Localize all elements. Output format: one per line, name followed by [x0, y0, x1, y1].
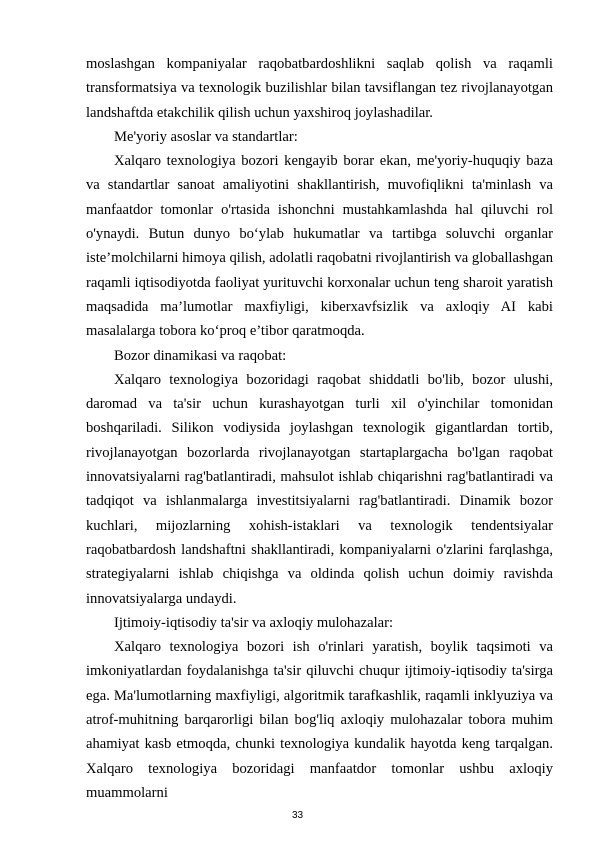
section-heading-market: Bozor dinamikasi va raqobat: [114, 347, 287, 364]
section-heading-regulatory: Me'yoriy asoslar va standartlar: [114, 128, 298, 145]
paragraph-socioeconomic: Xalqaro texnologiya bozori ish o'rinlari yaratish, boylik taqsimoti va imkoniyatlardan foydalanishga ta'sir qiluvchi chuqur ijtimoiy-iqtisodiy ta'sirga ega. Ma'lumotlarning maxfiyligi, algoritmik tarafkashlik, raqamli inklyuziya va atrof-muhitning barqarorligi bilan bog'liq axloqiy mulohazalar tobora muhim ahamiyat kasb etmoqda, chunki texnologiya kundalik hayotda keng tarqalgan. Xalqaro texnologiya bozoridagi manfaatdor tomonlar ushbu axloqiy muammolarni [86, 639, 553, 801]
paragraph-continuation: moslashgan kompaniyalar raqobatbardoshlikni saqlab qolish va raqamli transformatsiya va texnologik buzilishlar bilan tavsiflangan tez rivojlanayotgan landshaftda etakchilik qilish uchun yaxshiroq joylashadilar. [86, 56, 553, 121]
page-number: 33 [291, 810, 304, 821]
paragraph-regulatory: Xalqaro texnologiya bozori kengayib borar ekan, me'yoriy-huquqiy baza va standartlar sanoat amaliyotini shakllantirish, muvofiqlikni ta'minlash va manfaatdor tomonlar o'rtasida ishonchni mustahkamlashda hal qiluvchi rol o'ynaydi. Butun dunyo bo‘ylab hukumatlar va tartibga soluvchi organlar iste’molchilarni himoya qilish, adolatli raqobatni rivojlantirish va globallashgan raqamli iqtisodiyotda faoliyat yurituvchi korxonalar uchun teng sharoit yaratish maqsadida ma’lumotlar maxfiyligi, kiberxavfsizlik va axloqiy AI kabi masalalarga tobora ko‘proq e’tibor qaratmoqda. [86, 153, 553, 340]
paragraph-market: Xalqaro texnologiya bozoridagi raqobat shiddatli bo'lib, bozor ulushi, daromad va ta'sir uchun kurashayotgan turli xil o'yinchilar tomonidan boshqariladi. Silikon vodiysida joylashgan texnologik gigantlardan tortib, rivojlanayotgan bozorlarda rivojlanayotgan startaplargacha bo'lgan raqobat innovatsiyalarni rag'batlantiradi, mahsulot ishlab chiqarishni rag'batlantiradi va tadqiqot va ishlanmalarga investitsiyalarni rag'batlantiradi. Dinamik bozor kuchlari, mijozlarning xohish-istaklari va texnologik tendentsiyalar raqobatbardosh landshaftni shakllantiradi, kompaniyalarni o'zlarini farqlashga, strategiyalarni ishlab chiqishga va oldinda qolish uchun doimiy ravishda innovatsiyalarga undaydi. [86, 371, 553, 607]
document-body [86, 52, 553, 805]
section-heading-socioeconomic: Ijtimoiy-iqtisodiy ta'sir va axloqiy mulohazalar: [114, 614, 394, 631]
